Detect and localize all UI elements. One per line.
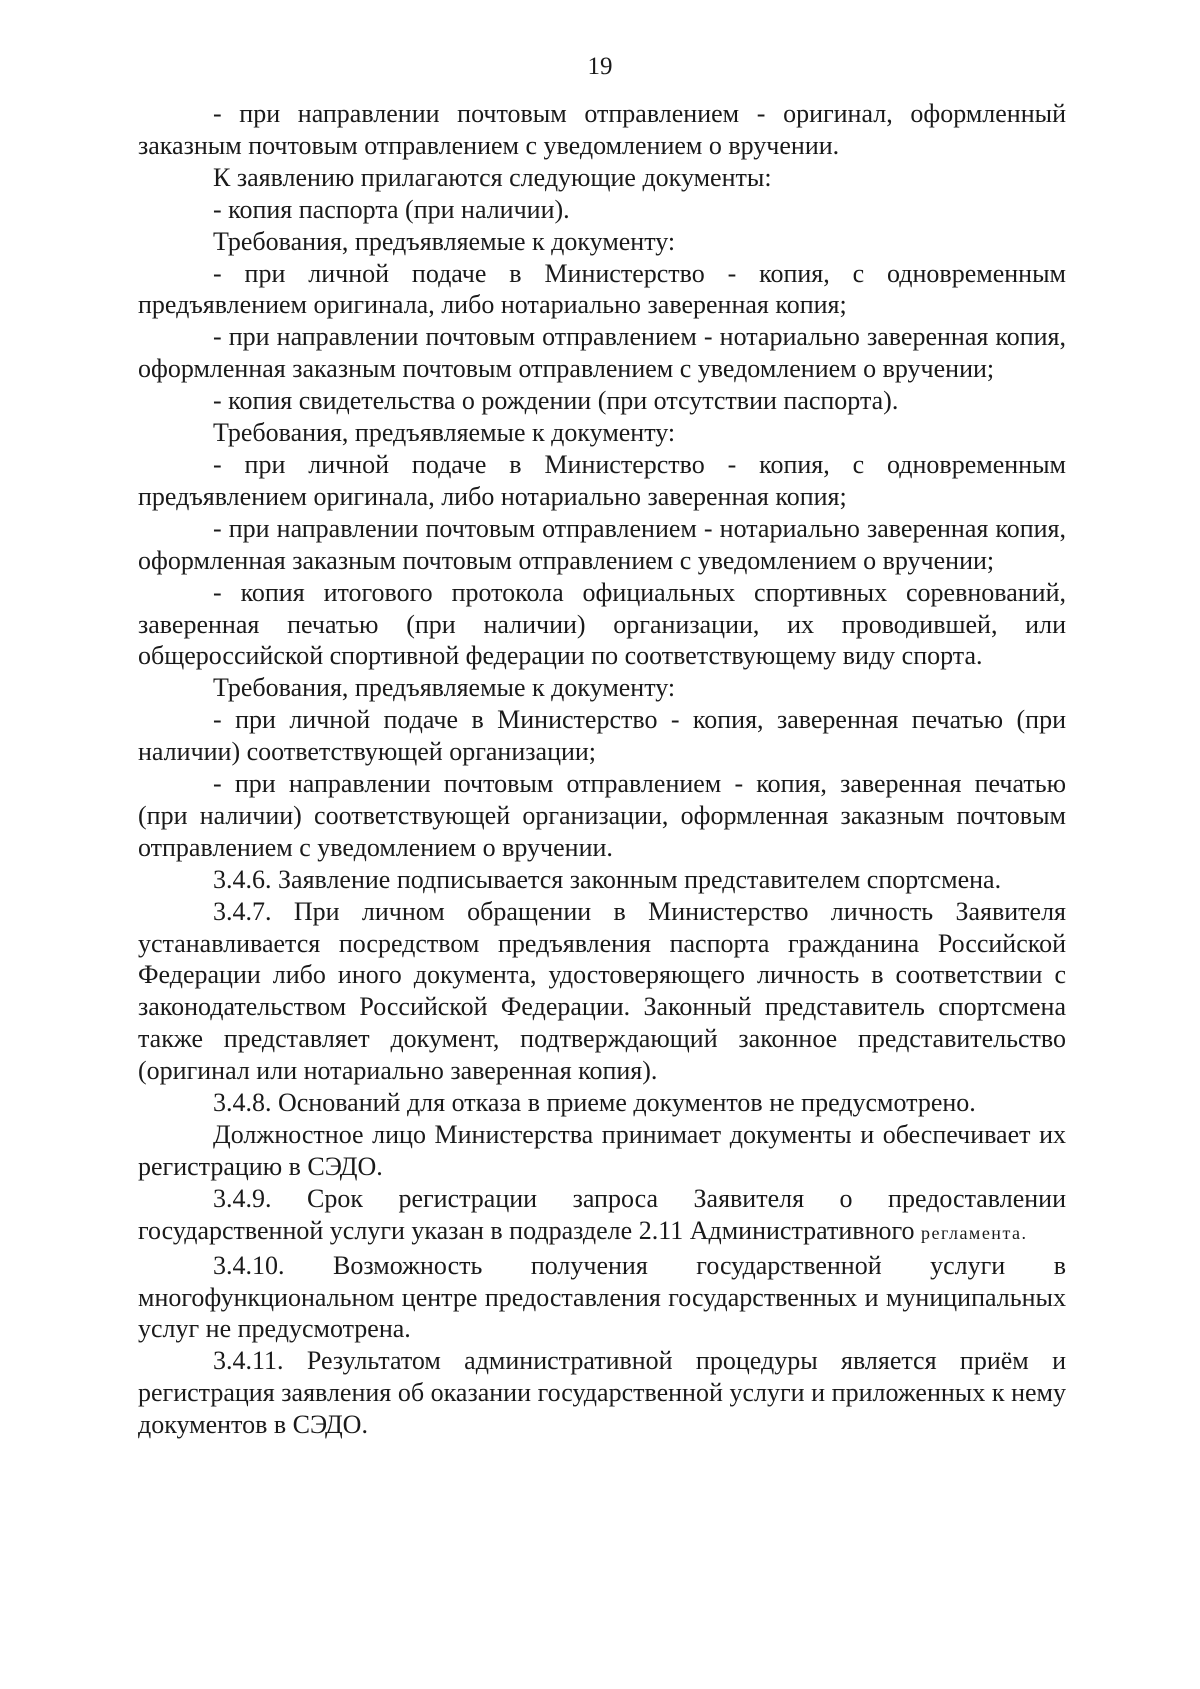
- paragraph-personal-submission: - при личной подаче в Министерство - копия, с одновременным предъявлением оригинала, либо нотариально заверенная копия;: [138, 258, 1066, 320]
- page-number: 19: [587, 53, 613, 80]
- paragraph-3-4-10: 3.4.10. Возможность получения государственной услуги в многофункциональном центре предоставления государственных и муниципальных услуг не предусмотрена.: [138, 1250, 1066, 1344]
- paragraph-requirements-heading: Требования, предъявляемые к документу:: [213, 418, 676, 448]
- paragraph-3-4-7: 3.4.7. При личном обращении в Министерство личность Заявителя устанавливается посредством предъявления паспорта гражданина Российской Федерации либо иного документа, удостоверяющего личность в соответствии с законодательством Российской Федерации. Законный представитель спортсмена также представляет документ, подтверждающий законное представительство (оригинал или нотариально заверенная копия).: [138, 896, 1066, 1086]
- paragraph-birth-certificate: - копия свидетельства о рождении (при отсутствии паспорта).: [213, 386, 899, 416]
- paragraph-3-4-9-tail: регламента.: [921, 1222, 1028, 1243]
- paragraph-attached-docs-intro: К заявлению прилагаются следующие документы:: [213, 162, 772, 192]
- paragraph-requirements-heading: Требования, предъявляемые к документу:: [213, 226, 676, 256]
- paragraph-personal-submission-sealed: - при личной подаче в Министерство - копия, заверенная печатью (при наличии) соответствующей организации;: [138, 705, 1066, 767]
- paragraph-postal-submission: - при направлении почтовым отправлением - нотариально заверенная копия, оформленная заказным почтовым отправлением с уведомлением о вручении;: [138, 513, 1066, 575]
- paragraph-requirements-heading: Требования, предъявляемые к документу:: [213, 673, 676, 703]
- paragraph-personal-submission: - при личной подаче в Министерство - копия, с одновременным предъявлением оригинала, либо нотариально заверенная копия;: [138, 449, 1066, 511]
- paragraph-postal-original: - при направлении почтовым отправлением - оригинал, оформленный заказным почтовым отправлением с уведомлением о вручении.: [138, 99, 1066, 160]
- paragraph-postal-submission: - при направлении почтовым отправлением - нотариально заверенная копия, оформленная заказным почтовым отправлением с уведомлением о вручении;: [138, 322, 1066, 384]
- paragraph-passport-copy: - копия паспорта (при наличии).: [213, 194, 570, 224]
- paragraph-competition-protocol: - копия итогового протокола официальных спортивных соревнований, заверенная печатью (при наличии) организации, их проводившей, или общероссийской спортивной федерации по соответствующему виду спорта.: [138, 577, 1066, 671]
- document-body: [138, 98, 1066, 1441]
- paragraph-3-4-6: 3.4.6. Заявление подписывается законным представителем спортсмена.: [213, 864, 1002, 894]
- paragraph-3-4-9-main: 3.4.9. Срок регистрации запроса Заявителя о предоставлении государственной услуги указан в подразделе 2.11 Административного: [138, 1183, 1066, 1245]
- paragraph-3-4-9: [138, 1183, 1066, 1250]
- paragraph-3-4-8: 3.4.8. Оснований для отказа в приеме документов не предусмотрено.: [213, 1088, 976, 1118]
- paragraph-3-4-11: 3.4.11. Результатом административной процедуры является приём и регистрация заявления об оказании государственной услуги и приложенных к нему документов в СЭДО.: [138, 1346, 1066, 1440]
- paragraph-postal-submission-sealed: - при направлении почтовым отправлением - копия, заверенная печатью (при наличии) соответствующей организации, оформленная заказным почтовым отправлением с уведомлением о вручении.: [138, 769, 1066, 862]
- paragraph-official-registration: Должностное лицо Министерства принимает документы и обеспечивает их регистрацию в СЭДО.: [138, 1120, 1066, 1181]
